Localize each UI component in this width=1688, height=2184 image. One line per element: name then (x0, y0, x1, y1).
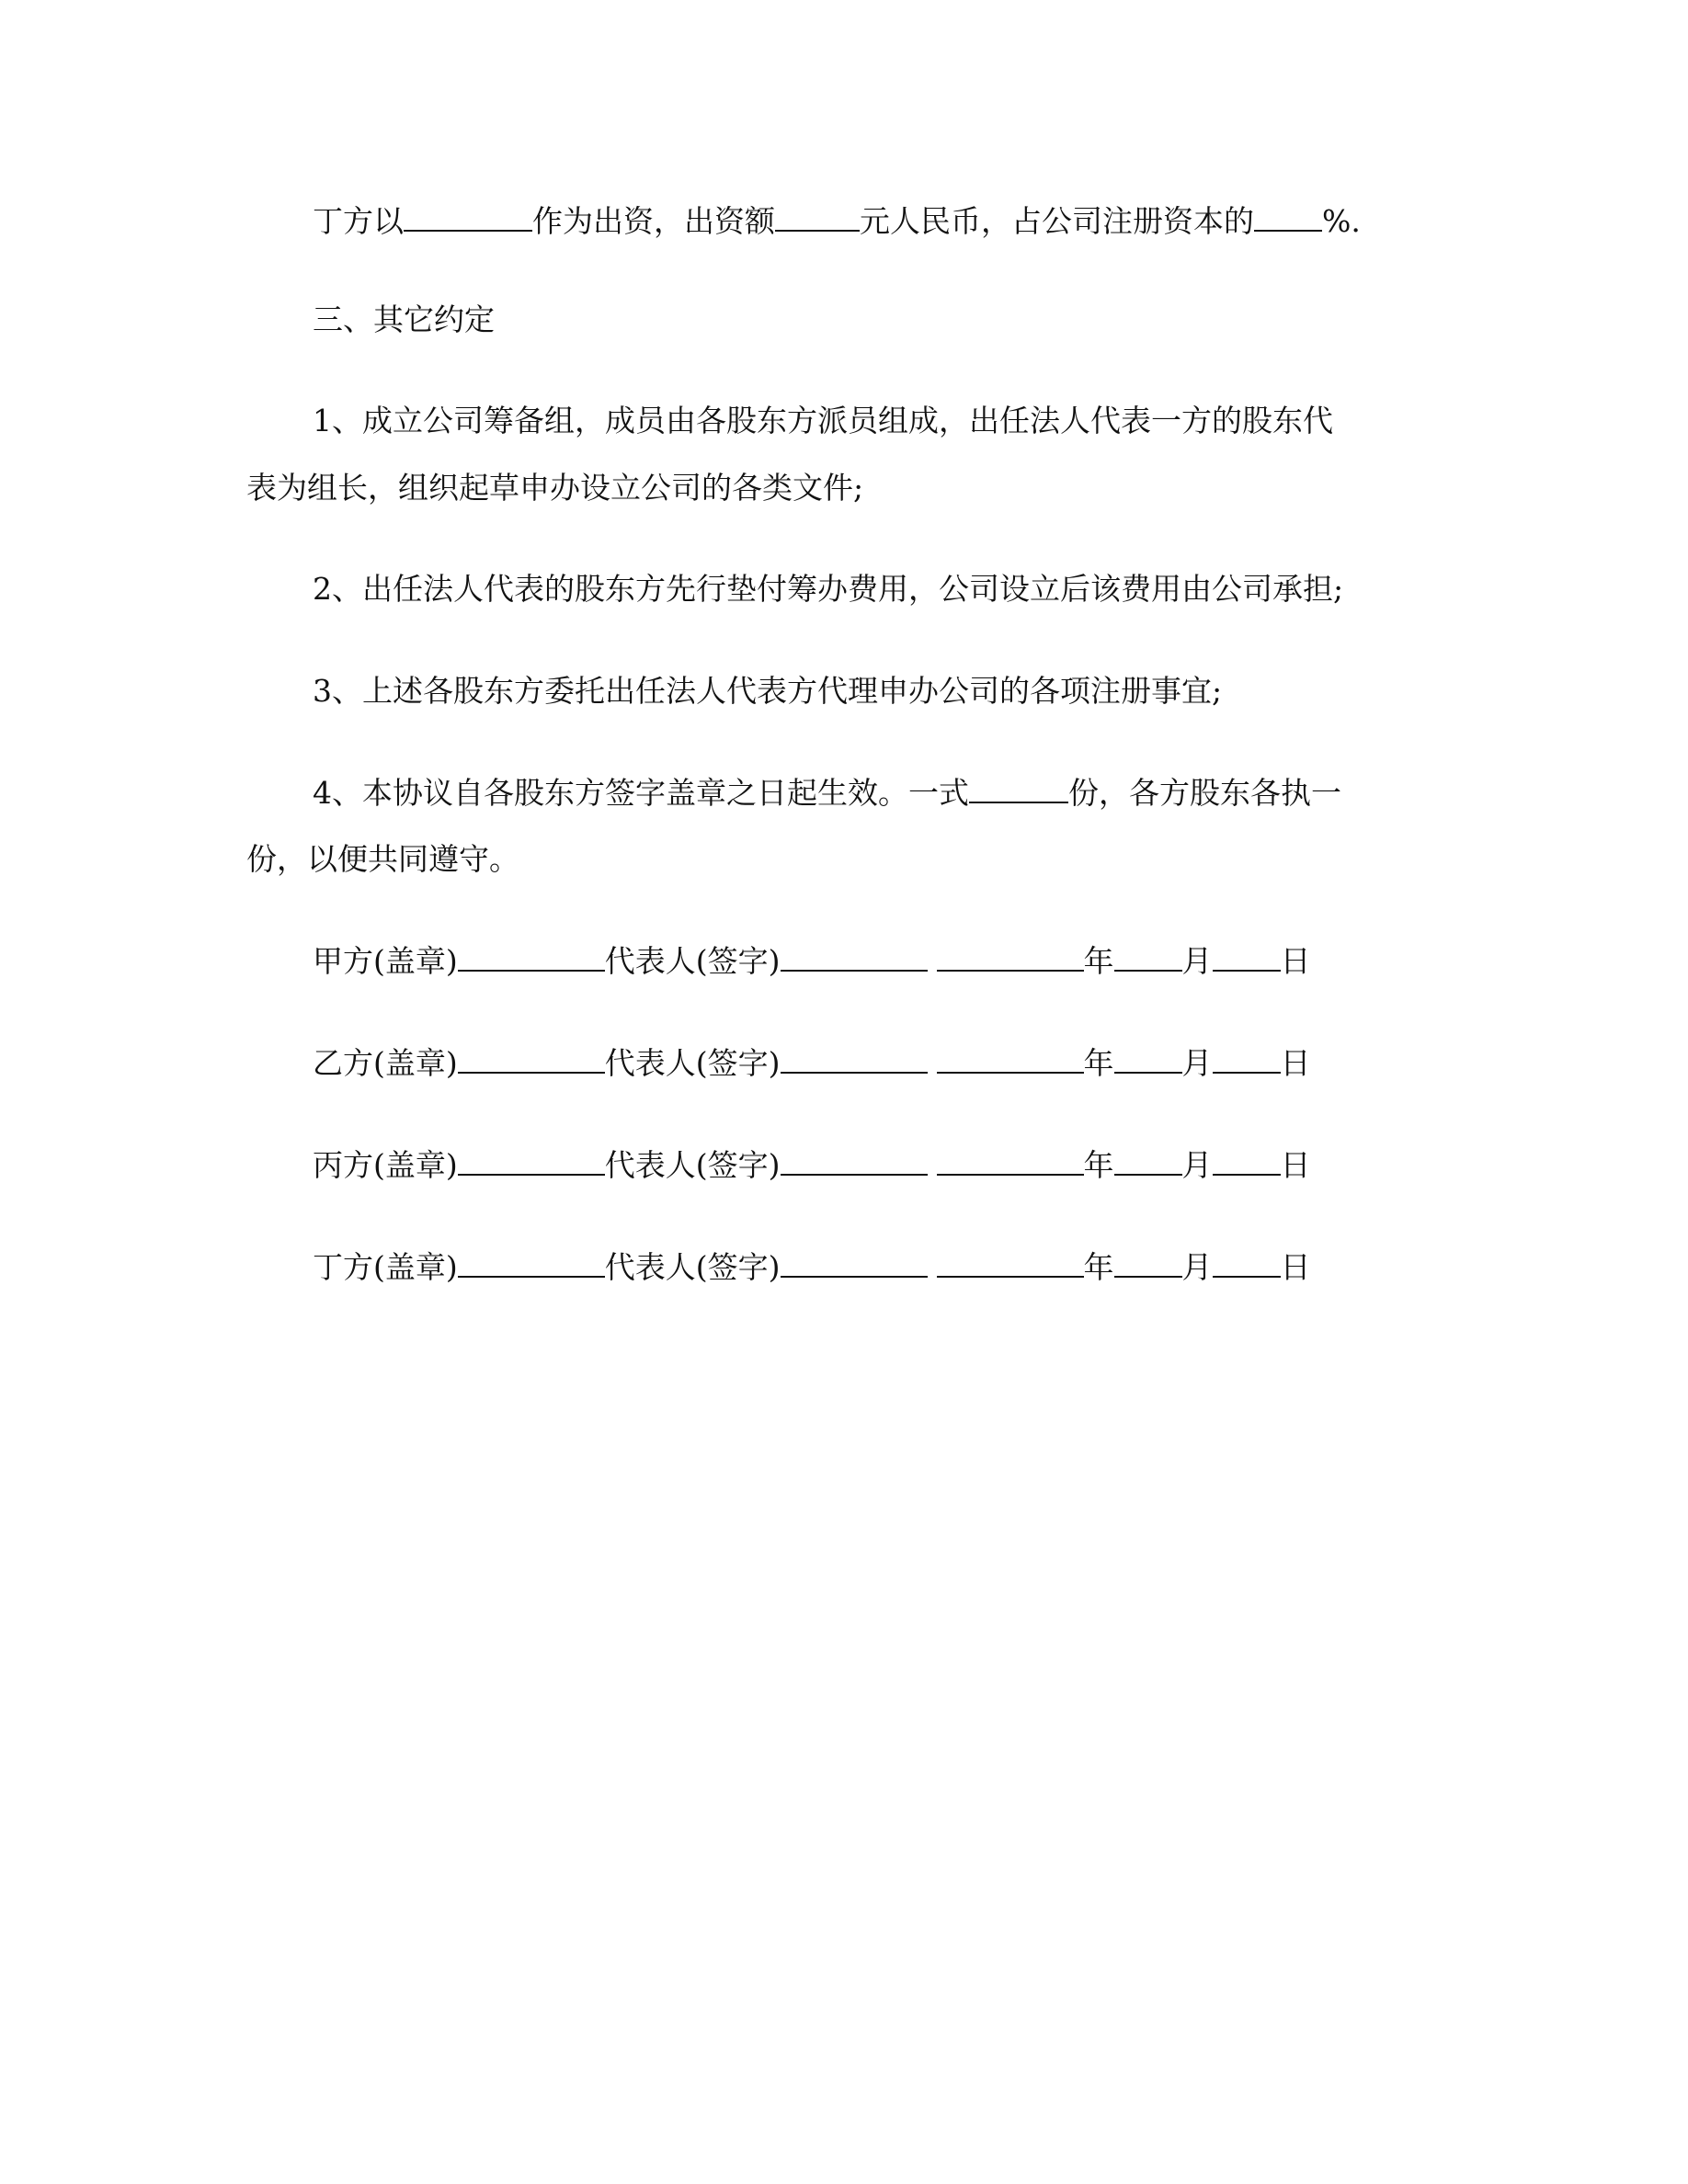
month-blank[interactable] (1114, 1146, 1182, 1176)
rep-sign-blank[interactable] (781, 1248, 928, 1278)
party-seal-label: 乙方(盖章) (313, 1045, 458, 1081)
day-blank[interactable] (1213, 1044, 1281, 1074)
year-blank[interactable] (937, 942, 1084, 972)
contribution-line (313, 200, 1508, 243)
seal-blank[interactable] (458, 1248, 605, 1278)
clause-2: 2、出任法人代表的股东方先行垫付筹办费用，公司设立后该费用由公司承担; (313, 571, 1344, 607)
rep-sign-blank[interactable] (781, 1044, 928, 1074)
year-label: 年 (1083, 1147, 1114, 1183)
day-blank[interactable] (1213, 1146, 1281, 1176)
rep-sign-blank[interactable] (781, 942, 928, 972)
month-label: 月 (1181, 1249, 1213, 1285)
year-blank[interactable] (937, 1146, 1084, 1176)
contribution-party: 丁方以 (313, 203, 404, 239)
clause-4-line-2: 份，以便共同遵守。 (246, 841, 519, 877)
signature-row-ding (313, 1246, 1311, 1289)
section-heading: 三、其它约定 (313, 301, 495, 337)
rep-sign-label: 代表人(签字) (604, 1147, 781, 1183)
signature-row-bing (313, 1144, 1311, 1187)
amount-blank[interactable] (775, 202, 860, 232)
copies-blank[interactable] (969, 774, 1068, 803)
clause-1-line-2: 表为组长，组织起草申办设立公司的各类文件; (246, 470, 864, 506)
seal-blank[interactable] (458, 942, 605, 972)
day-blank[interactable] (1213, 1248, 1281, 1278)
year-label: 年 (1083, 1045, 1114, 1081)
capital-form-blank[interactable] (404, 202, 532, 232)
signature-row-yi (313, 1042, 1311, 1085)
year-blank[interactable] (937, 1248, 1084, 1278)
party-seal-label: 丙方(盖章) (313, 1147, 458, 1183)
party-seal-label: 丁方(盖章) (313, 1249, 458, 1285)
seal-blank[interactable] (458, 1044, 605, 1074)
month-blank[interactable] (1114, 1248, 1182, 1278)
day-blank[interactable] (1213, 942, 1281, 972)
clause-1-line-1: 1、成立公司筹备组，成员由各股东方派员组成，出任法人代表一方的股东代 (313, 403, 1333, 438)
party-seal-label: 甲方(盖章) (313, 943, 458, 979)
contribution-as-capital: 作为出资，出资额 (532, 203, 775, 239)
year-blank[interactable] (937, 1044, 1084, 1074)
clause-3: 3、上述各股东方委托出任法人代表方代理申办公司的各项注册事宜; (313, 673, 1223, 709)
year-label: 年 (1083, 1249, 1114, 1285)
day-label: 日 (1280, 1045, 1311, 1081)
clause-4-line-1 (313, 772, 1508, 814)
seal-blank[interactable] (458, 1146, 605, 1176)
day-label: 日 (1280, 943, 1311, 979)
signature-row-jia (313, 940, 1311, 983)
year-label: 年 (1083, 943, 1114, 979)
percent-blank[interactable] (1254, 202, 1322, 232)
month-label: 月 (1181, 1147, 1213, 1183)
rep-sign-label: 代表人(签字) (604, 1045, 781, 1081)
contribution-percent: %. (1322, 203, 1361, 239)
month-label: 月 (1181, 1045, 1213, 1081)
month-label: 月 (1181, 943, 1213, 979)
day-label: 日 (1280, 1249, 1311, 1285)
rep-sign-label: 代表人(签字) (604, 943, 781, 979)
day-label: 日 (1280, 1147, 1311, 1183)
contribution-rmb: 元人民币，占公司注册资本的 (860, 203, 1254, 239)
clause-4-text-a: 4、本协议自各股东方签字盖章之日起生效。一式 (313, 775, 969, 811)
rep-sign-label: 代表人(签字) (604, 1249, 781, 1285)
month-blank[interactable] (1114, 1044, 1182, 1074)
rep-sign-blank[interactable] (781, 1146, 928, 1176)
month-blank[interactable] (1114, 942, 1182, 972)
clause-4-text-b: 份，各方股东各执一 (1068, 775, 1341, 811)
